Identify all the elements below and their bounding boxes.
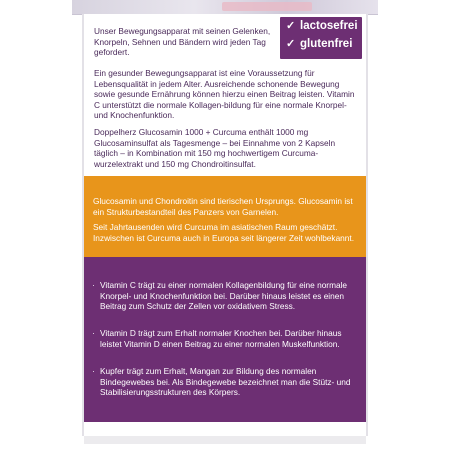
- origin-text-curcuma: Seit Jahrtausenden wird Curcuma im asiatischen Raum geschätzt. Inzwischen ist Curcuma auch in Europa seit längerer Zeit wohlbekannt.: [93, 222, 355, 243]
- claim-vitamin-c: [92, 280, 356, 312]
- badge-item-glutenfrei: [280, 35, 362, 53]
- check-icon: ✓: [286, 38, 296, 50]
- intro-text: Unser Bewegungsapparat mit seinen Gelenken, Knorpeln, Sehnen und Bändern wird jeden Tag gefordert.: [94, 26, 271, 58]
- badge-label: lactosefrei: [300, 20, 358, 32]
- badge-label: glutenfrei: [300, 38, 353, 50]
- package-top-flap: [72, 0, 378, 15]
- health-claims-box: [84, 257, 366, 422]
- origin-info-box: [84, 176, 366, 263]
- ingredients-paragraph: Doppelherz Glucosamin 1000 + Curcuma enthält 1000 mg Glucosaminsulfat als Tagesmenge – bei Einnahme von 2 Kapseln täglich – in Kombination mit 150 mg hochwertigem Curcuma-wurzelextrakt und 150 mg Chondroitinsulfat.: [94, 127, 336, 169]
- bullet-icon: ·: [92, 366, 95, 376]
- bullet-icon: ·: [92, 280, 95, 290]
- check-icon: ✓: [286, 20, 296, 32]
- claim-vitamin-d: [92, 328, 356, 349]
- claim-kupfer-mangan: [92, 366, 356, 398]
- free-from-badge: [280, 17, 362, 59]
- claim-text: Vitamin C trägt zu einer normalen Kollagenbildung für eine normale Knorpel- und Knochenfunktion bei. Darüber hinaus leistet es einen Beitrag zum Schutz der Zellen vor oxidativem Stress.: [100, 280, 348, 312]
- claim-text: Vitamin D trägt zum Erhalt normaler Knochen bei. Darüber hinaus leistet Vitamin D einen Beitrag zu einer normalen Muskelfunktion.: [100, 328, 342, 349]
- bullet-icon: ·: [92, 328, 95, 338]
- claim-text: Kupfer trägt zum Erhalt, Mangan zur Bildung des normalen Bindegewebes bei. Als Bindegewebe bezeichnet man die Stütz- und Stabilisierungsstrukturen des Körpers.: [100, 366, 351, 398]
- package-top-print: [222, 2, 312, 11]
- origin-text-glucosamin: Glucosamin und Chondroitin sind tierischen Ursprungs. Glucosamin ist ein Strukturbestandteil des Panzers von Garnelen.: [93, 196, 353, 217]
- lifestyle-paragraph: Ein gesunder Bewegungsapparat ist eine Voraussetzung für Lebensqualität in jedem Alter. Ausreichende schonende Bewegung sowie gesunde Ernährung können hierzu einen Beitrag leisten. Vitamin C unterstützt die normale Kollagen-bildung für eine normale Knorpel- und Knochenfunktion.: [94, 68, 355, 121]
- package-back-panel: [84, 14, 366, 436]
- badge-item-lactosefrei: [280, 17, 362, 35]
- package-bottom-edge: [84, 436, 366, 444]
